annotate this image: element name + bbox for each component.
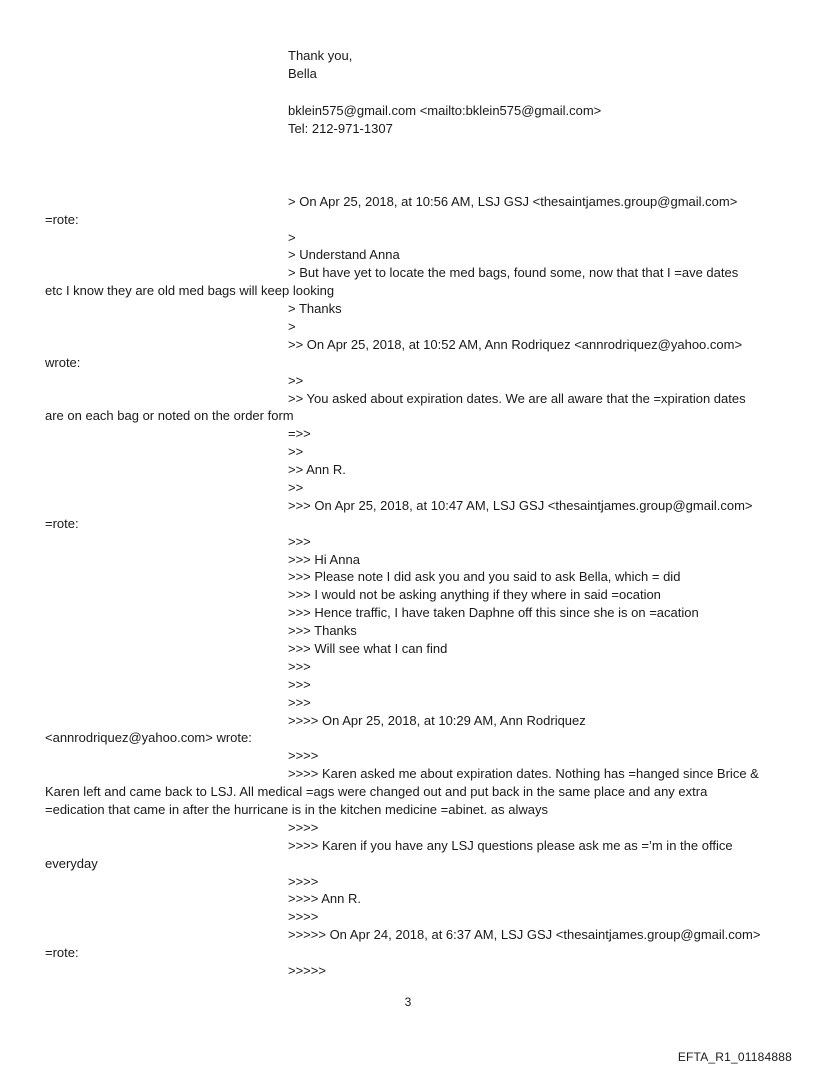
email-line: Bella [288,66,317,81]
email-line: everyday [45,856,98,871]
page-number: 3 [404,995,412,1009]
email-line: are on each bag or noted on the order form [45,408,294,423]
email-line: >>>>> On Apr 24, 2018, at 6:37 AM, LSJ GSJ <thesaintjames.group@gmail.com> [288,927,761,942]
email-line: >> [288,373,304,388]
email-line: >> [288,444,304,459]
email-line: Tel: 212-971-1307 [288,121,393,136]
document-id: EFTA_R1_01184888 [677,1050,792,1064]
email-line: >>> Please note I did ask you and you said to ask Bella, which = did [288,569,681,584]
email-line: >>> Will see what I can find [288,641,448,656]
email-line: >>> [288,659,311,674]
email-line: wrote: [45,355,81,370]
email-line: >>>> Ann R. [288,891,362,906]
email-line: >>>> [288,874,319,889]
email-line: >>> Thanks [288,623,357,638]
email-line: > [288,319,296,334]
email-line: >>>> Karen if you have any LSJ questions please ask me as =’m in the office [288,838,733,853]
email-line: >>>> Karen asked me about expiration dates. Nothing has =hanged since Brice & [288,766,759,781]
email-line: >> Ann R. [288,462,346,477]
email-line: >>>>> [288,963,326,978]
email-line: >> On Apr 25, 2018, at 10:52 AM, Ann Rodriquez <annrodriquez@yahoo.com> [288,337,743,352]
email-line: Karen left and came back to LSJ. All medical =ags were changed out and put back in the same place and any extra [45,784,708,799]
email-line: > [288,230,296,245]
email-line: =rote: [45,516,79,531]
email-line: >>>> [288,748,319,763]
email-line: >>>> [288,909,319,924]
email-line: Thank you, [288,48,353,63]
email-line: <annrodriquez@yahoo.com> wrote: [45,730,252,745]
email-line: >>> [288,534,311,549]
email-line: >> [288,480,304,495]
email-line: >> You asked about expiration dates. We are all aware that the =xpiration dates [288,391,746,406]
email-line: > Understand Anna [288,247,400,262]
email-line: >>>> On Apr 25, 2018, at 10:29 AM, Ann Rodriquez [288,713,586,728]
email-line: =>> [288,426,311,441]
email-line: > Thanks [288,301,342,316]
email-line: >>> I would not be asking anything if they where in said =ocation [288,587,661,602]
email-line: =edication that came in after the hurricane is in the kitchen medicine =abinet. as always [45,802,548,817]
email-line: >>> [288,677,311,692]
email-line: =rote: [45,945,79,960]
email-line: >>> On Apr 25, 2018, at 10:47 AM, LSJ GSJ <thesaintjames.group@gmail.com> [288,498,753,513]
email-line: > On Apr 25, 2018, at 10:56 AM, LSJ GSJ <thesaintjames.group@gmail.com> [288,194,738,209]
email-line: >>> [288,695,311,710]
email-line: etc I know they are old med bags will keep looking [45,283,335,298]
email-line: > But have yet to locate the med bags, found some, now that that I =ave dates [288,265,739,280]
email-line: >>> Hence traffic, I have taken Daphne off this since she is on =acation [288,605,699,620]
email-line: =rote: [45,212,79,227]
email-line: >>>> [288,820,319,835]
email-line: >>> Hi Anna [288,552,360,567]
email-line: bklein575@gmail.com <mailto:bklein575@gmail.com> [288,103,602,118]
